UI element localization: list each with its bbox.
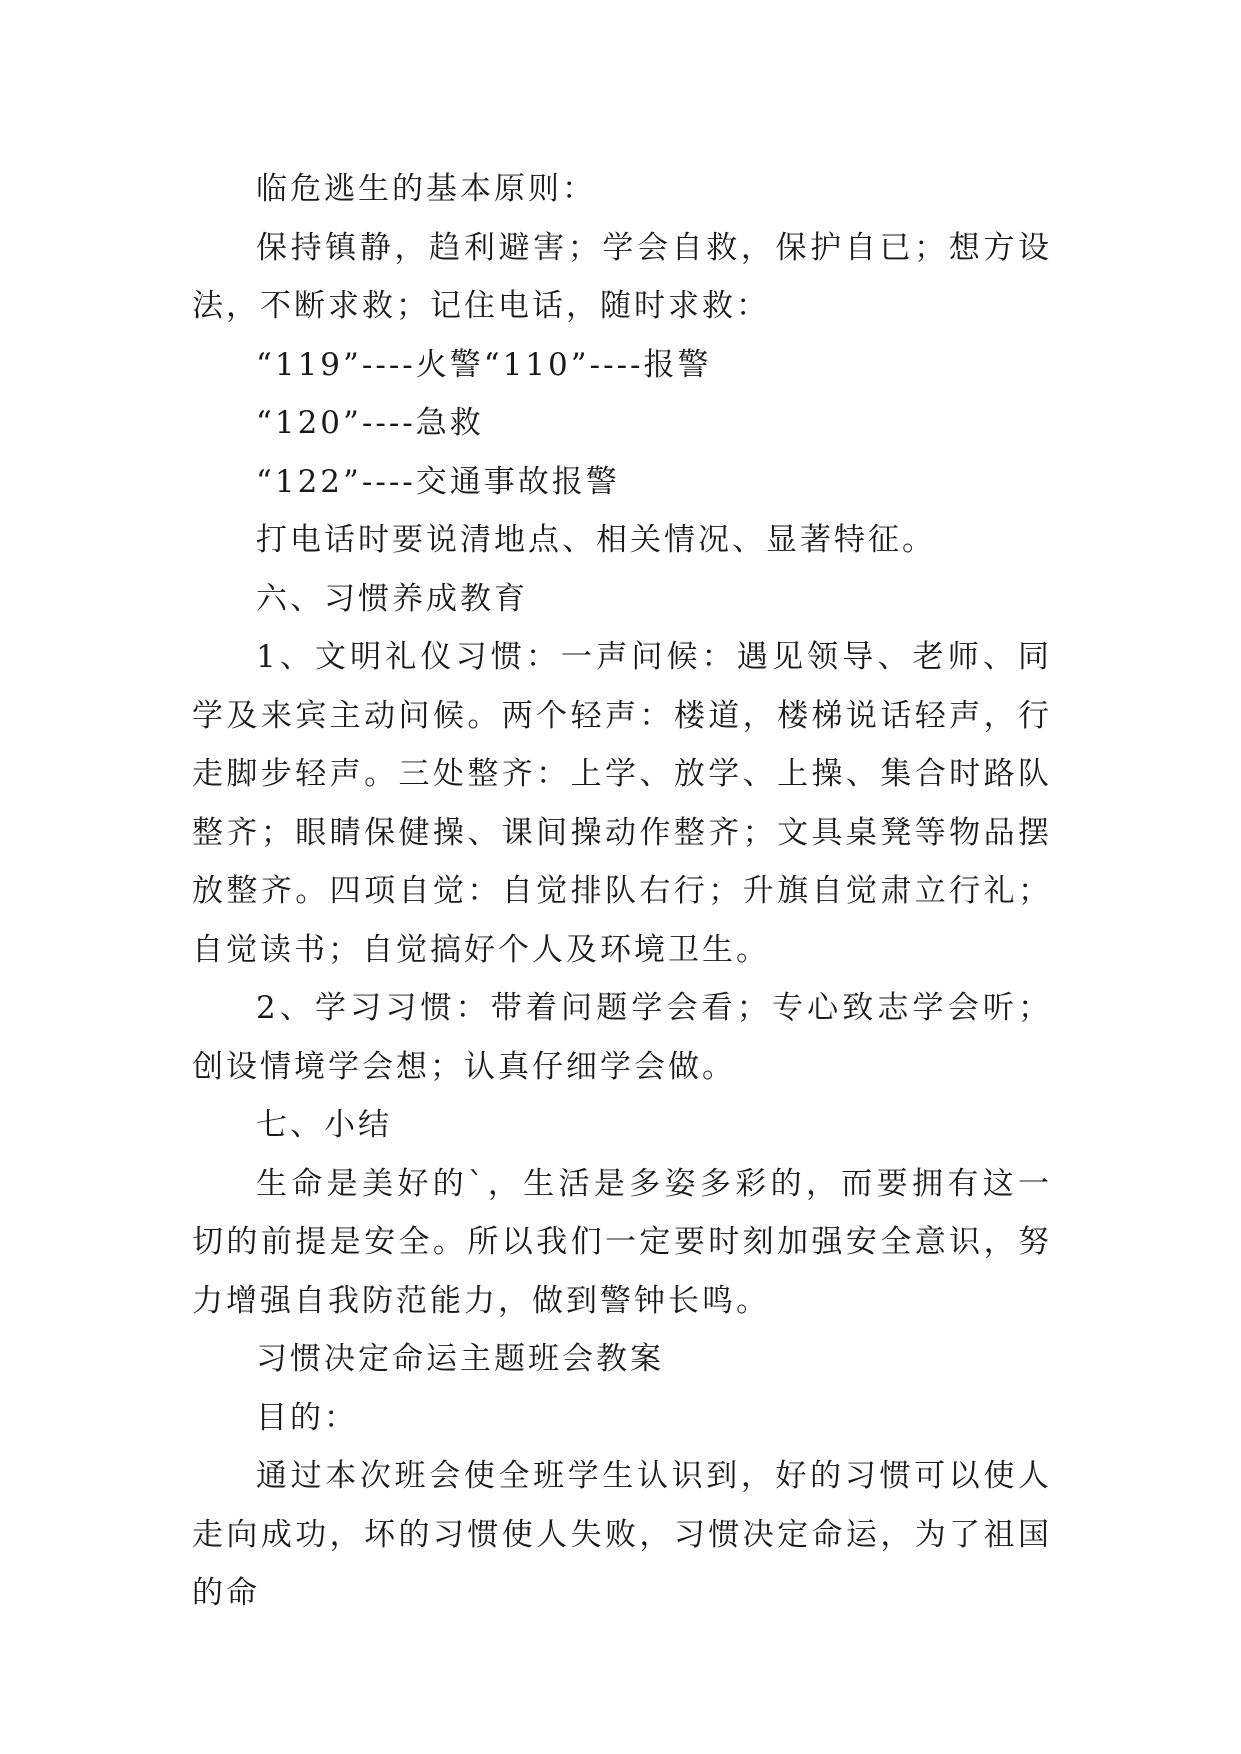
paragraph-call-instructions: 打电话时要说清地点、相关情况、显著特征。 [256, 522, 936, 558]
paragraph-phone-120: “120”----急救 [256, 405, 484, 441]
paragraph-phone-122: “122”----交通事故报警 [256, 463, 620, 500]
paragraph-study-habits: 2、学习习惯：带着问题学会看；专心致志学会听；创设情境学会想；认真仔细学会做。 [192, 990, 1052, 1085]
paragraph-summary: 生命是美好的`，生活是多姿多彩的，而要拥有这一切的前提是安全。所以我们一定要时刻加强安全意识，努力增强自我防范能力，做到警钟长鸣。 [192, 1165, 1052, 1319]
document-body [192, 160, 1052, 1623]
paragraph-phone-119-110: “119”----火警“110”----报警 [256, 346, 712, 383]
lesson-plan-title: 习惯决定命运主题班会教案 [256, 1341, 664, 1377]
paragraph-escape-principles-heading: 临危逃生的基本原则： [256, 171, 596, 207]
section-heading-habits: 六、习惯养成教育 [256, 580, 528, 617]
paragraph-purpose-heading: 目的： [256, 1399, 358, 1436]
paragraph-purpose: 通过本次班会使全班学生认识到，好的习惯可以使人走向成功，坏的习惯使人失败，习惯决定命运，为了祖国的命 [192, 1458, 1052, 1611]
paragraph-etiquette-habits: 1、文明礼仪习惯：一声问候：遇见领导、老师、同学及来宾主动问候。两个轻声：楼道，楼梯说话轻声，行走脚步轻声。三处整齐：上学、放学、上操、集合时路队整齐；眼睛保健操、课间操动作整齐；文具桌凳等物品摆放整齐。四项自觉：自觉排队右行；升旗自觉肃立行礼；自觉读书；自觉搞好个人及环境卫生。 [192, 639, 1052, 968]
paragraph-escape-principles: 保持镇静，趋利避害；学会自救，保护自已；想方设法，不断求救；记住电话，随时求救： [192, 229, 1052, 324]
section-heading-summary: 七、小结 [256, 1107, 392, 1143]
